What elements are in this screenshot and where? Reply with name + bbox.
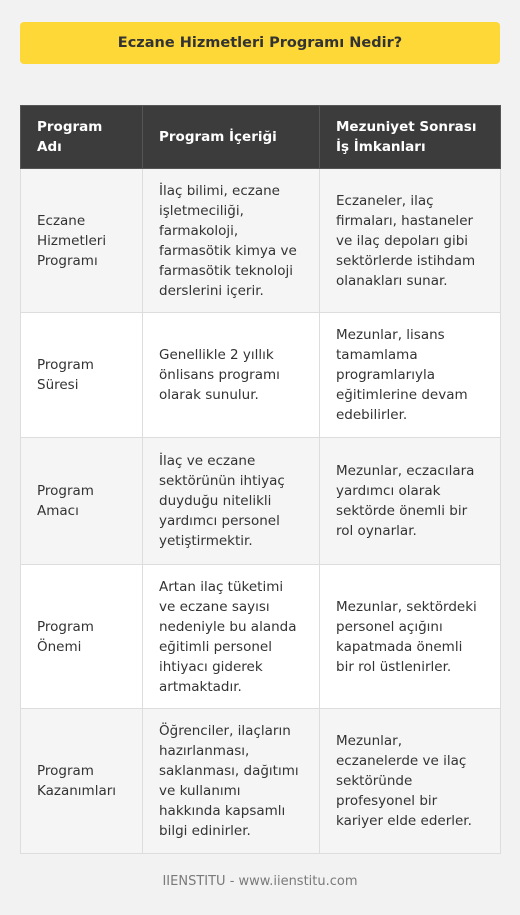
cell-career-options: Mezunlar, sektördeki personel açığını kapatmada önemli bir rol üstlenirler.: [320, 565, 501, 709]
cell-program-name: Program Süresi: [21, 313, 143, 438]
cell-program-content: Öğrenciler, ilaçların hazırlanması, saklanması, dağıtımı ve kullanımı hakkında kapsamlı bilgi edinirler.: [143, 709, 320, 854]
column-header-program-name: Program Adı: [21, 106, 143, 169]
cell-career-options: Mezunlar, lisans tamamlama programlarıyla eğitimlerine devam edebilirler.: [320, 313, 501, 438]
cell-program-name: Program Önemi: [21, 565, 143, 709]
cell-program-content: İlaç ve eczane sektörünün ihtiyaç duyduğu nitelikli yardımcı personel yetiştirmektir.: [143, 438, 320, 565]
table-row: [21, 709, 501, 854]
cell-program-content: İlaç bilimi, eczane işletmeciliği, farmakoloji, farmasötik kimya ve farmasötik teknoloji derslerini içerir.: [143, 169, 320, 313]
table-row: [21, 438, 501, 565]
cell-program-name: Program Kazanımları: [21, 709, 143, 854]
page-title: Eczane Hizmetleri Programı Nedir?: [117, 35, 403, 51]
cell-career-options: Mezunlar, eczanelerde ve ilaç sektöründe profesyonel bir kariyer elde ederler.: [320, 709, 501, 854]
column-header-career-options: Mezuniyet Sonrası İş İmkanları: [320, 106, 501, 169]
table-row: [21, 169, 501, 313]
cell-program-name: Program Amacı: [21, 438, 143, 565]
title-banner: [20, 22, 500, 64]
cell-program-content: Genellikle 2 yıllık önlisans programı olarak sunulur.: [143, 313, 320, 438]
cell-program-name: Eczane Hizmetleri Programı: [21, 169, 143, 313]
cell-career-options: Eczaneler, ilaç firmaları, hastaneler ve ilaç depoları gibi sektörlerde istihdam olanakları sunar.: [320, 169, 501, 313]
cell-program-content: Artan ilaç tüketimi ve eczane sayısı nedeniyle bu alanda eğitimli personel ihtiyacı giderek artmaktadır.: [143, 565, 320, 709]
table-row: [21, 313, 501, 438]
footer-credit: IIENSTITU - www.iienstitu.com: [162, 874, 358, 889]
table-header-row: [21, 106, 501, 169]
cell-career-options: Mezunlar, eczacılara yardımcı olarak sektörde önemli bir rol oynarlar.: [320, 438, 501, 565]
column-header-program-content: Program İçeriği: [143, 106, 320, 169]
table-row: [21, 565, 501, 709]
program-table: [20, 105, 501, 854]
